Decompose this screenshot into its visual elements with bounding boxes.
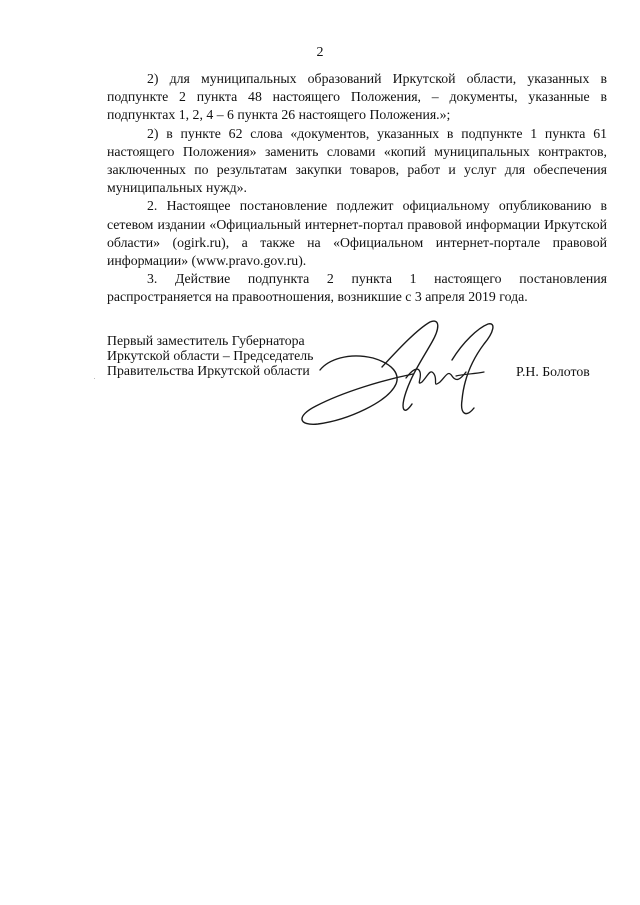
signature-stroke <box>456 372 484 376</box>
signatory-position-line: Иркутской области – Председатель <box>107 347 314 363</box>
signature-stroke <box>302 356 413 424</box>
paragraph-subitem-2-municipal: 2) для муниципальных образований Иркутской области, указанных в подпункте 2 пункта 48 настоящего Положения, – документы, указанные в подпунктах 1, 2, 4 – 6 пункта 26 настоящего Положения.»; <box>107 71 607 123</box>
scan-speck <box>94 378 95 379</box>
document-body <box>107 70 607 307</box>
signatory-position <box>107 334 313 378</box>
signatory-position-line: Первый заместитель Губернатора <box>107 333 305 348</box>
paragraph-subitem-2-point-62: 2) в пункте 62 слова «документов, указанных в подпункте 1 пункта 61 настоящего Положения» заменить словами «копий муниципальных контрактов, заключенных по результатам закупки товаров, работ и услуг для обеспечения муниципальных нужд». <box>107 125 607 196</box>
paragraph-3-effect: 3. Действие подпункта 2 пункта 1 настоящего постановления распространяется на правоотношения, возникшие с 3 апреля 2019 года. <box>107 271 607 305</box>
signatory-name: Р.Н. Болотов <box>516 364 590 379</box>
page-number: 2 <box>316 45 324 60</box>
signature-stroke <box>452 324 493 414</box>
paragraph-2-publication: 2. Настоящее постановление подлежит официальному опубликованию в сетевом издании «Официальный интернет-портал правовой информации Иркутской области» (ogirk.ru), а также на «Официальном интернет-портале правовой информации» (www.pravo.gov.ru). <box>107 198 607 269</box>
handwritten-signature <box>288 312 498 434</box>
signatory-position-line: Правительства Иркутской области <box>107 362 310 378</box>
